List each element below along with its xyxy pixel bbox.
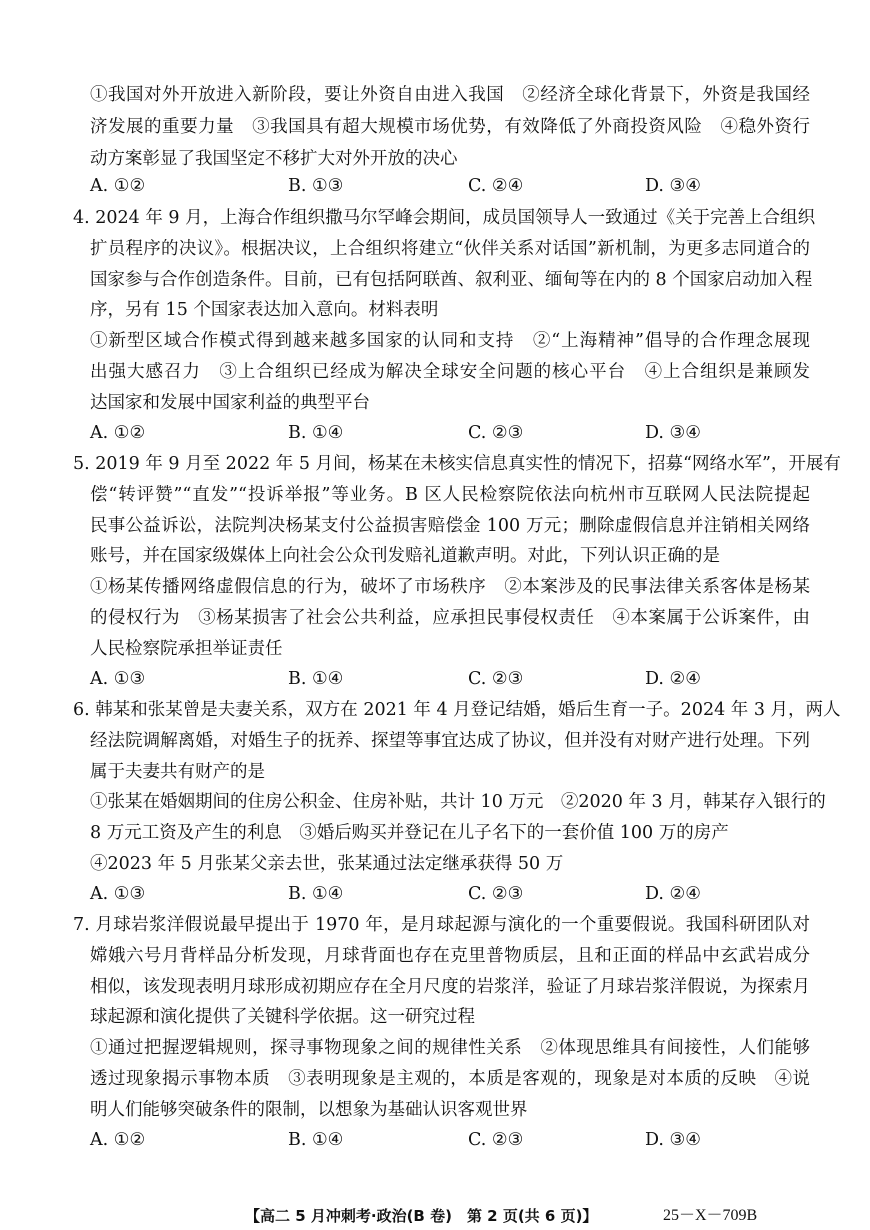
q5-stem-line: 偿“转评赞”“直发”“投诉举报”等业务。B 区人民检察院依法向杭州市互联网人民法院提起 <box>90 485 810 505</box>
q7-stem-line: 相似，该发现表明月球形成初期应存在全月尺度的岩浆洋，验证了月球岩浆洋假说，为探索月 <box>90 977 810 997</box>
q6-option-d[interactable]: D. ②④ <box>645 884 701 904</box>
q3-option-b[interactable]: B. ①③ <box>288 176 344 196</box>
q6-stem-line: 属于夫妻共有财产的是 <box>90 762 265 782</box>
q4-stem-line: 国家参与合作创造条件。目前，已有包括阿联酋、叙利亚、缅甸等在内的 8 个国家启动加入程 <box>90 270 813 290</box>
q5-stem-line: 账号，并在国家级媒体上向社会公众刊发赔礼道歉声明。对此，下列认识正确的是 <box>90 546 720 566</box>
exam-info: 【高二 5 月冲刺考·政治(B 卷) 第 2 页(共 6 页)】 <box>245 1207 598 1225</box>
q6-option-b[interactable]: B. ①④ <box>288 884 344 904</box>
q4-options <box>90 420 810 446</box>
q5-statement-line: 人民检察院承担举证责任 <box>90 639 283 659</box>
q7-stem-line: 7. 月球岩浆洋假说最早提出于 1970 年，是月球起源与演化的一个重要假说。我国科研团队对 <box>73 915 810 935</box>
q4-statement-line: 出强大感召力 ③上合组织已经成为解决全球安全问题的核心平台 ④上合组织是兼顾发 <box>90 362 810 382</box>
q3-option-c[interactable]: C. ②④ <box>468 176 524 196</box>
q5-stem-line: 民事公益诉讼，法院判决杨某支付公益损害赔偿金 100 万元；删除虚假信息并注销相关网络 <box>90 516 810 536</box>
q6-statement-line: ④2023 年 5 月张某父亲去世，张某通过法定继承获得 50 万 <box>90 854 564 874</box>
q7-stem-line: 嫦娥六号月背样品分析发现，月球背面也存在克里普物质层，且和正面的样品中玄武岩成分 <box>90 946 810 966</box>
q5-statement-line: ①杨某传播网络虚假信息的行为，破坏了市场秩序 ②本案涉及的民事法律关系客体是杨某 <box>90 577 810 597</box>
q7-statement-line: 透过现象揭示事物本质 ③表明现象是主观的，本质是客观的，现象是对本质的反映 ④说 <box>90 1069 810 1089</box>
paper-code: 25－X－709B <box>663 1207 758 1224</box>
q4-statement-line: 达国家和发展中国家利益的典型平台 <box>90 393 370 413</box>
q3-options <box>90 173 810 199</box>
q3-statement-line: 动方案彰显了我国坚定不移扩大对外开放的决心 <box>90 149 458 169</box>
q7-option-d[interactable]: D. ③④ <box>645 1130 701 1150</box>
q7-options <box>90 1127 810 1153</box>
q5-options <box>90 666 810 692</box>
q6-stem-line: 6. 韩某和张某曾是夫妻关系，双方在 2021 年 4 月登记结婚，婚后生育一子。2024 年 3 月，两人 <box>73 700 841 720</box>
q5-option-a[interactable]: A. ①③ <box>90 669 146 689</box>
q4-stem-line: 扩员程序的决议》。根据决议，上合组织将建立“伙伴关系对话国”新机制，为更多志同道合的 <box>90 239 810 259</box>
q6-stem-line: 经法院调解离婚，对婚生子的抚养、探望等事宜达成了协议，但并没有对财产进行处理。下列 <box>90 731 810 751</box>
q6-option-a[interactable]: A. ①③ <box>90 884 146 904</box>
q4-option-c[interactable]: C. ②③ <box>468 423 524 443</box>
q3-statement-line: 济发展的重要力量 ③我国具有超大规模市场优势，有效降低了外商投资风险 ④稳外资行 <box>90 117 810 137</box>
q5-option-d[interactable]: D. ②④ <box>645 669 701 689</box>
q6-options <box>90 881 810 907</box>
q3-statement-line: ①我国对外开放进入新阶段，要让外资自由进入我国 ②经济全球化背景下，外资是我国经 <box>90 85 810 105</box>
q5-statement-line: 的侵权行为 ③杨某损害了社会公共利益，应承担民事侵权责任 ④本案属于公诉案件，由 <box>90 608 810 628</box>
q4-stem-line: 4. 2024 年 9 月，上海合作组织撒马尔罕峰会期间，成员国领导人一致通过《关于完善上合组织 <box>73 208 816 228</box>
q7-option-c[interactable]: C. ②③ <box>468 1130 524 1150</box>
q7-option-b[interactable]: B. ①④ <box>288 1130 344 1150</box>
q4-stem-line: 序，另有 15 个国家表达加入意向。材料表明 <box>90 300 439 320</box>
q4-option-a[interactable]: A. ①② <box>90 423 146 443</box>
q5-option-c[interactable]: C. ②③ <box>468 669 524 689</box>
q4-option-d[interactable]: D. ③④ <box>645 423 701 443</box>
q3-option-a[interactable]: A. ①② <box>90 176 146 196</box>
q6-option-c[interactable]: C. ②③ <box>468 884 524 904</box>
q7-statement-line: ①通过把握逻辑规则，探寻事物现象之间的规律性关系 ②体现思维具有间接性，人们能够 <box>90 1038 810 1058</box>
q3-option-d[interactable]: D. ③④ <box>645 176 701 196</box>
q5-stem-line: 5. 2019 年 9 月至 2022 年 5 月间，杨某在未核实信息真实性的情况下，招募“网络水军”，开展有 <box>73 454 841 474</box>
q5-option-b[interactable]: B. ①④ <box>288 669 344 689</box>
q7-stem-line: 球起源和演化提供了关键科学依据。这一研究过程 <box>90 1007 475 1027</box>
q4-statement-line: ①新型区域合作模式得到越来越多国家的认同和支持 ②“上海精神”倡导的合作理念展现 <box>90 331 810 351</box>
q7-statement-line: 明人们能够突破条件的限制，以想象为基础认识客观世界 <box>90 1100 528 1120</box>
q6-statement-line: 8 万元工资及产生的利息 ③婚后购买并登记在儿子名下的一套价值 100 万的房产 <box>90 823 729 843</box>
page-footer <box>0 1203 870 1229</box>
q6-statement-line: ①张某在婚姻期间的住房公积金、住房补贴，共计 10 万元 ②2020 年 3 月，韩某存入银行的 <box>90 792 826 812</box>
q4-option-b[interactable]: B. ①④ <box>288 423 344 443</box>
q7-option-a[interactable]: A. ①② <box>90 1130 146 1150</box>
